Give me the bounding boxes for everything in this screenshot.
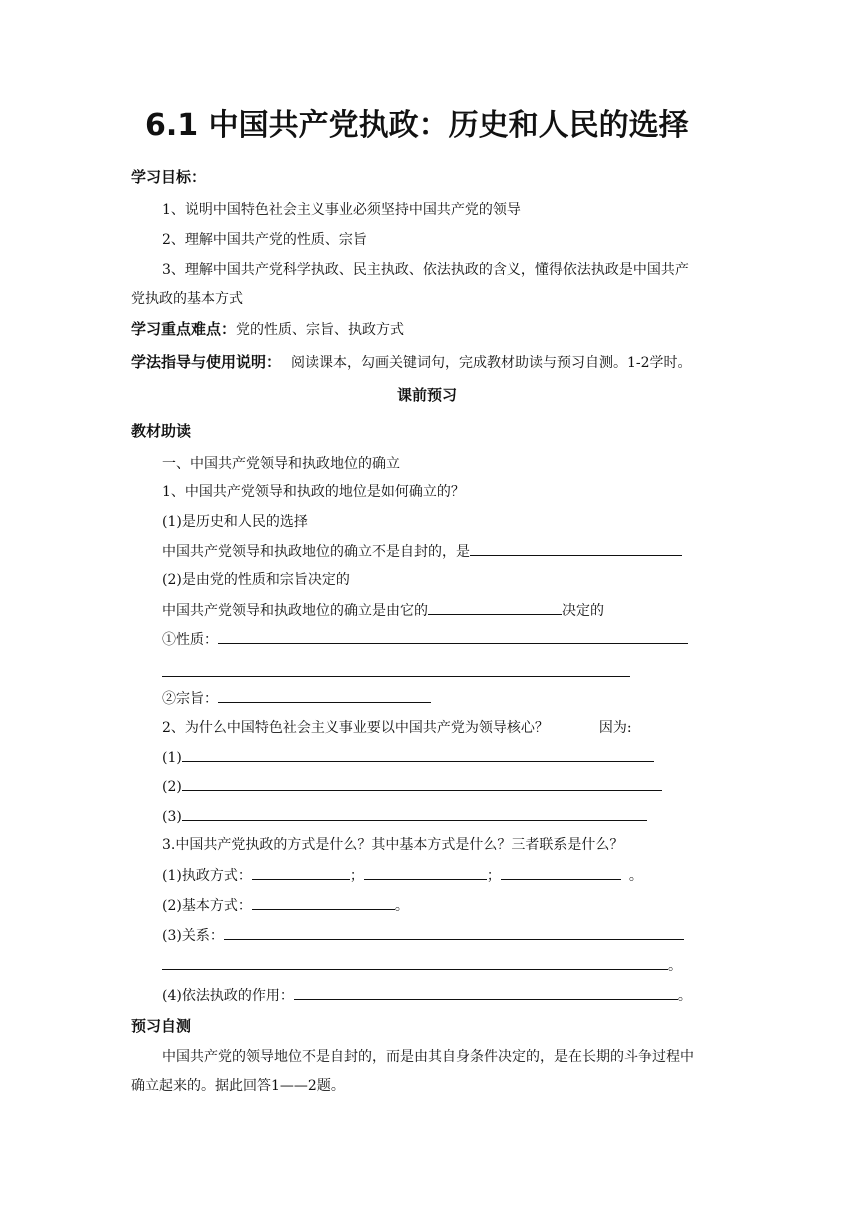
purpose-line xyxy=(162,689,431,708)
period: 。 xyxy=(394,898,409,914)
self-test-heading: 预习自测 xyxy=(131,1017,192,1035)
nature-line xyxy=(162,630,688,649)
answer-blank[interactable] xyxy=(428,601,562,615)
relationship-line xyxy=(162,926,684,945)
question-1-part-1: (1)是历史和人民的选择 xyxy=(162,514,308,530)
rule-of-law-line xyxy=(162,986,692,1005)
answer-blank[interactable] xyxy=(218,630,688,644)
answer-blank[interactable] xyxy=(182,748,654,762)
reason-line-1 xyxy=(162,748,654,767)
period: 。 xyxy=(668,958,682,974)
governing-methods-line xyxy=(162,866,643,885)
answer-blank[interactable] xyxy=(218,689,431,703)
question-1: 1、中国共产党领导和执政的地位是如何确立的？ xyxy=(162,484,465,500)
answer-blank[interactable] xyxy=(294,986,678,1000)
answer-blank[interactable] xyxy=(470,542,682,556)
answer-blank[interactable] xyxy=(162,956,668,970)
basic-method-label: (2)基本方式： xyxy=(162,898,252,914)
fill-line-history xyxy=(162,542,682,561)
method-label: 学法指导与使用说明： xyxy=(131,353,282,371)
question-3: 3.中国共产党执政的方式是什么？其中基本方式是什么？三者联系是什么？ xyxy=(162,837,624,853)
reason-line-2 xyxy=(162,777,662,796)
method-line xyxy=(131,353,692,372)
reason-label: (1) xyxy=(162,750,182,766)
period: 。 xyxy=(677,988,692,1004)
question-2-line xyxy=(162,719,632,737)
answer-line[interactable] xyxy=(162,676,630,677)
objectives-label: 学习目标： xyxy=(131,168,207,186)
method-text: 阅读课本，勾画关键词句，完成教材助读与预习自测。1-2学时。 xyxy=(291,355,692,371)
key-points-line xyxy=(131,320,404,339)
fill-prompt: 中国共产党领导和执政地位的确立是由它的 xyxy=(162,603,428,619)
preview-heading: 课前预习 xyxy=(397,386,458,404)
fill-line-nature-purpose xyxy=(162,601,604,620)
textbook-guide-heading: 教材助读 xyxy=(131,422,192,440)
reason-label: (3) xyxy=(162,809,182,825)
answer-blank[interactable] xyxy=(501,866,621,880)
basic-method-line xyxy=(162,896,409,915)
purpose-label: ②宗旨： xyxy=(162,691,218,707)
answer-blank[interactable] xyxy=(364,866,487,880)
key-points-text: 党的性质、宗旨、执政方式 xyxy=(236,322,405,338)
objective-item: 3、理解中国共产党科学执政、民主执政、依法执政的含义，懂得依法执政是中国共产 xyxy=(162,262,689,278)
answer-blank[interactable] xyxy=(252,866,350,880)
self-test-paragraph: 中国共产党的领导地位不是自封的，而是由其自身条件决定的，是在长期的斗争过程中 xyxy=(162,1049,694,1065)
answer-blank[interactable] xyxy=(182,807,647,821)
separator: ； xyxy=(486,868,501,884)
page-title: 6.1 中国共产党执政：历史和人民的选择 xyxy=(145,108,689,143)
relationship-label: (3)关系： xyxy=(162,928,224,944)
question-2: 2、为什么中国特色社会主义事业要以中国共产党为领导核心？ xyxy=(162,720,549,736)
key-points-label: 学习重点难点： xyxy=(131,320,237,338)
question-1-part-2: (2)是由党的性质和宗旨决定的 xyxy=(162,572,350,588)
self-test-paragraph-continued: 确立起来的。据此回答1——2题。 xyxy=(131,1078,345,1094)
section-heading: 一、中国共产党领导和执政地位的确立 xyxy=(162,456,400,472)
period: 。 xyxy=(628,868,643,884)
nature-label: ①性质： xyxy=(162,632,218,648)
answer-blank[interactable] xyxy=(224,926,684,940)
because-label: 因为: xyxy=(598,720,632,736)
objective-item-continued: 党执政的基本方式 xyxy=(131,291,243,307)
rule-of-law-label: (4)依法执政的作用： xyxy=(162,988,294,1004)
objective-item: 1、说明中国特色社会主义事业必须坚持中国共产党的领导 xyxy=(162,202,521,218)
relationship-line-2 xyxy=(162,956,682,975)
reason-line-3 xyxy=(162,807,647,826)
objective-item: 2、理解中国共产党的性质、宗旨 xyxy=(162,232,367,248)
methods-label: (1)执政方式： xyxy=(162,868,252,884)
answer-blank[interactable] xyxy=(252,896,395,910)
reason-label: (2) xyxy=(162,779,182,795)
fill-suffix: 决定的 xyxy=(562,603,604,619)
separator: ； xyxy=(349,868,364,884)
answer-blank[interactable] xyxy=(182,777,662,791)
fill-prompt: 中国共产党领导和执政地位的确立不是自封的，是 xyxy=(162,544,470,560)
